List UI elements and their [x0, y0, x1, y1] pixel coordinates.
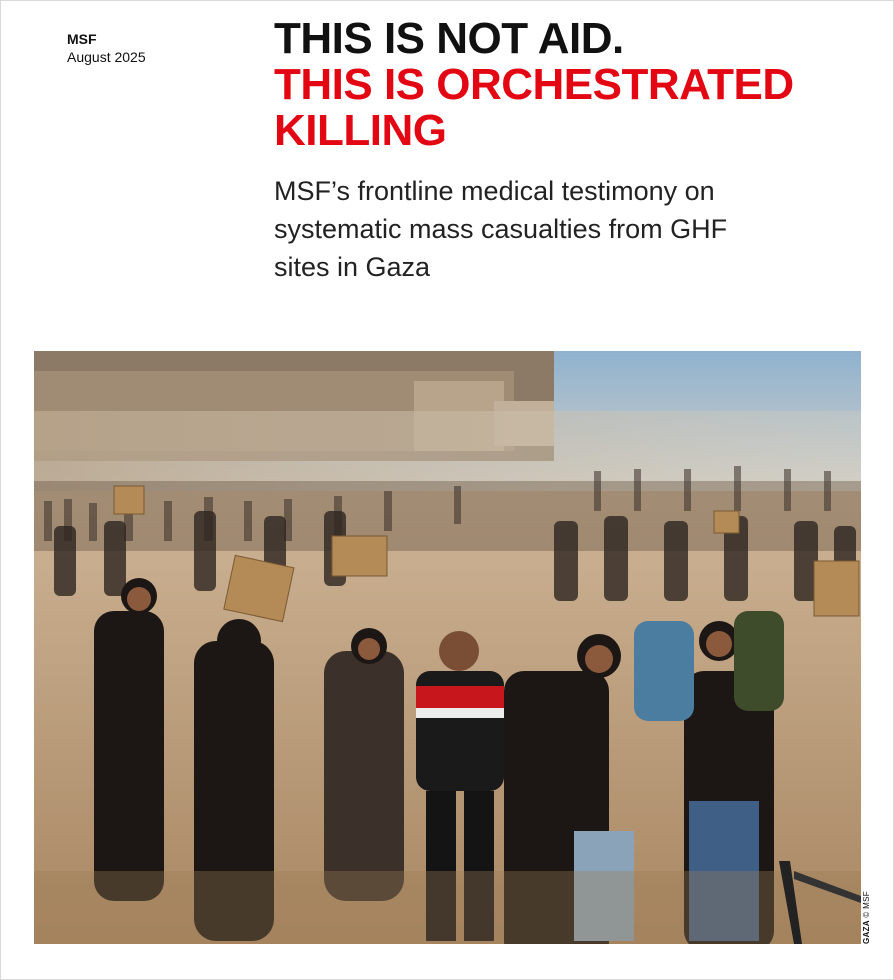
photo-credit: [862, 891, 871, 944]
organization-label: MSF: [67, 31, 97, 47]
publication-date: August 2025: [67, 49, 146, 65]
cover-photo: [34, 351, 861, 944]
headline-line-2: THIS IS ORCHESTRATED KILLING: [274, 60, 794, 155]
report-headline: [274, 16, 874, 154]
headline-line-1: THIS IS NOT AID.: [274, 14, 624, 63]
photo-credit-place: GAZA: [862, 920, 871, 944]
report-subtitle: MSF’s frontline medical testimony on systematic mass casualties from GHF sites in Gaza: [274, 176, 728, 282]
crowd-photo-illustration: [34, 351, 861, 944]
photo-credit-owner: © MSF: [862, 891, 871, 918]
document-meta: [67, 30, 146, 66]
